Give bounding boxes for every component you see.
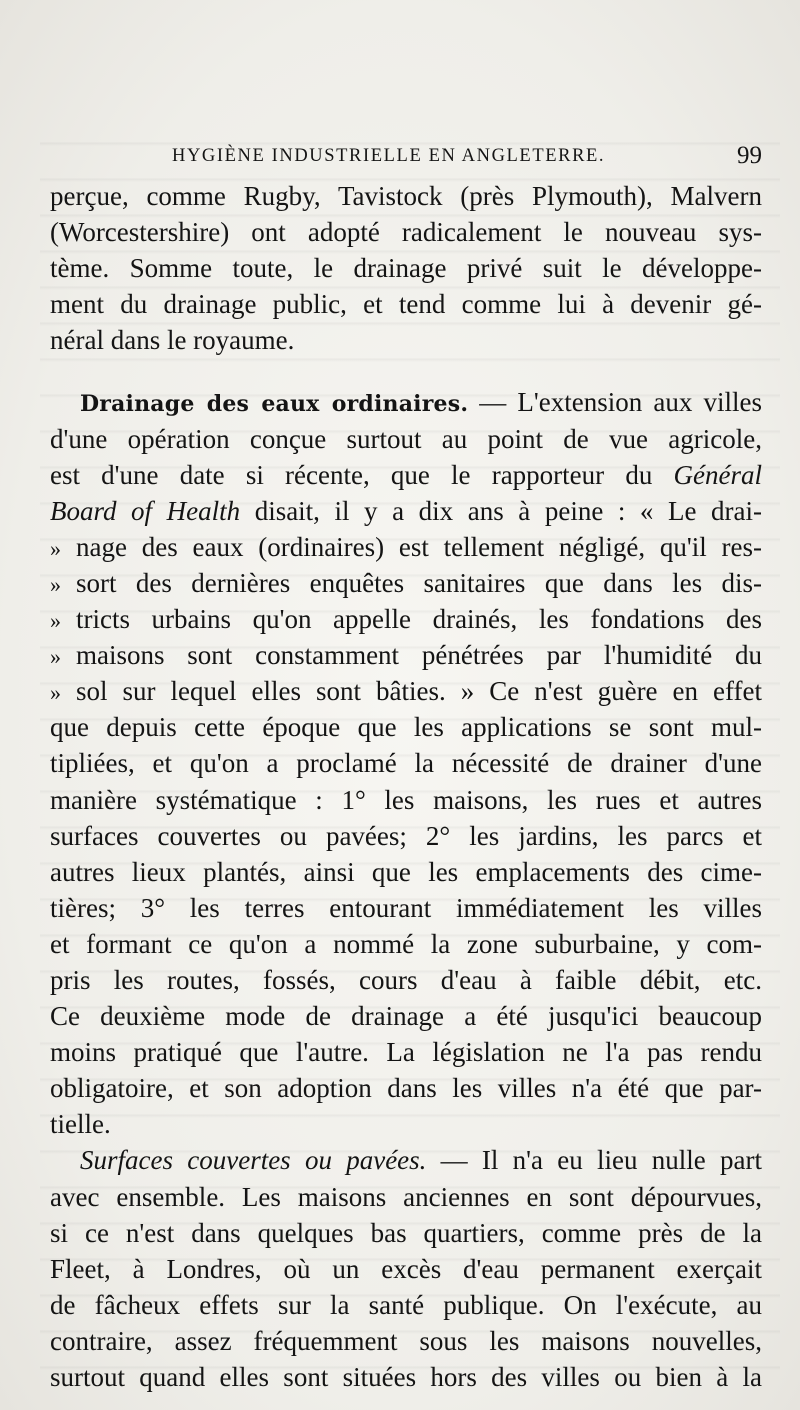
text-line: néral dans le royaume. <box>50 325 295 356</box>
text-segment: tricts urbains qu'on appelle drainés, les fondations des <box>76 604 762 635</box>
text-line: de fâcheux effets sur la santé publique. On l'exécute, au <box>50 1289 762 1320</box>
text-line: tières; 3° les terres entourant immédiatement les villes <box>50 892 762 923</box>
text-line: tielle. <box>50 1109 111 1140</box>
text-segment: nage des eaux (ordinaires) est tellement négligé, qu'il res- <box>76 531 762 562</box>
quote-mark: » <box>50 571 61 597</box>
section-heading-line <box>50 384 762 420</box>
quote-mark: » <box>50 535 61 561</box>
quote-line <box>50 637 762 673</box>
text-line: ment du drainage public, et tend comme lui à devenir gé- <box>50 289 762 320</box>
page-header <box>172 142 762 172</box>
text-line: perçue, comme Rugby, Tavistock (près Plymouth), Malvern <box>50 181 762 211</box>
text-line: surfaces couvertes ou pavées; 2° les jardins, les parcs et <box>50 820 762 851</box>
text-segment: — L'extension aux villes <box>468 387 762 418</box>
text-line: surtout quand elles sont situées hors des villes ou bien à la <box>50 1362 762 1392</box>
quote-line <box>50 565 762 601</box>
text-segment: sort des dernières enquêtes sanitaires que dans les dis- <box>76 567 762 598</box>
italic-title: Board of Health <box>50 495 241 526</box>
text-line: Ce deuxième mode de drainage a été jusqu'ici beaucoup <box>50 1001 762 1032</box>
section-heading: Drainage des eaux ordinaires. <box>80 391 469 418</box>
section-heading: Surfaces couvertes ou pavées. <box>80 1145 427 1176</box>
text-line: manière systématique : 1° les maisons, les rues et autres <box>50 784 762 815</box>
text-line: et formant ce qu'on a nommé la zone suburbaine, y com- <box>50 928 762 959</box>
text-line: d'une opération conçue surtout au point de vue agricole, <box>50 423 762 454</box>
text-line <box>50 457 762 493</box>
italic-title: Général <box>673 459 762 490</box>
text-line: moins pratiqué que l'autre. La législation ne l'a pas rendu <box>50 1037 762 1068</box>
body-text <box>50 178 762 1395</box>
text-segment: — Il n'a eu lieu nulle part <box>426 1145 762 1176</box>
quote-line <box>50 601 762 637</box>
text-line: autres lieux plantés, ainsi que les emplacements des cime- <box>50 856 762 887</box>
quote-line <box>50 529 762 565</box>
text-line: tipliées, et qu'on a proclamé la nécessité de drainer d'une <box>50 748 762 779</box>
text-segment: sol sur lequel elles sont bâties. » Ce n'est guère en effet <box>76 676 762 707</box>
text-segment: maisons sont constamment pénétrées par l'humidité du <box>76 640 762 671</box>
quote-mark: » <box>50 644 61 670</box>
quote-mark: » <box>50 608 61 634</box>
text-line: avec ensemble. Les maisons anciennes en sont dépourvues, <box>50 1181 762 1212</box>
text-line <box>50 493 762 529</box>
page-number: 99 <box>737 142 762 169</box>
text-line: Fleet, à Londres, où un excès d'eau permanent exerçait <box>50 1253 762 1284</box>
text-line: si ce n'est dans quelques bas quartiers, comme près de la <box>50 1217 762 1248</box>
text-segment: disait, il y a dix ans à peine : « Le drai- <box>240 495 762 526</box>
text-line: obligatoire, et son adoption dans les villes n'a été que par- <box>50 1073 762 1104</box>
text-line: que depuis cette époque que les applications se sont mul- <box>50 712 762 743</box>
running-head: HYGIÈNE INDUSTRIELLE EN ANGLETERRE. <box>172 146 606 166</box>
paragraph-gap <box>50 358 762 384</box>
text-line: (Worcestershire) ont adopté radicalement le nouveau sys- <box>50 217 762 248</box>
quote-line <box>50 673 762 709</box>
section-heading-line <box>50 1142 762 1178</box>
text-line: pris les routes, fossés, cours d'eau à faible débit, etc. <box>50 964 762 995</box>
text-line: tème. Somme toute, le drainage privé suit le développe- <box>50 253 762 284</box>
text-line: contraire, assez fréquemment sous les maisons nouvelles, <box>50 1325 762 1356</box>
text-segment: est d'une date si récente, que le rapporteur du <box>50 459 674 490</box>
quote-mark: » <box>50 680 61 706</box>
